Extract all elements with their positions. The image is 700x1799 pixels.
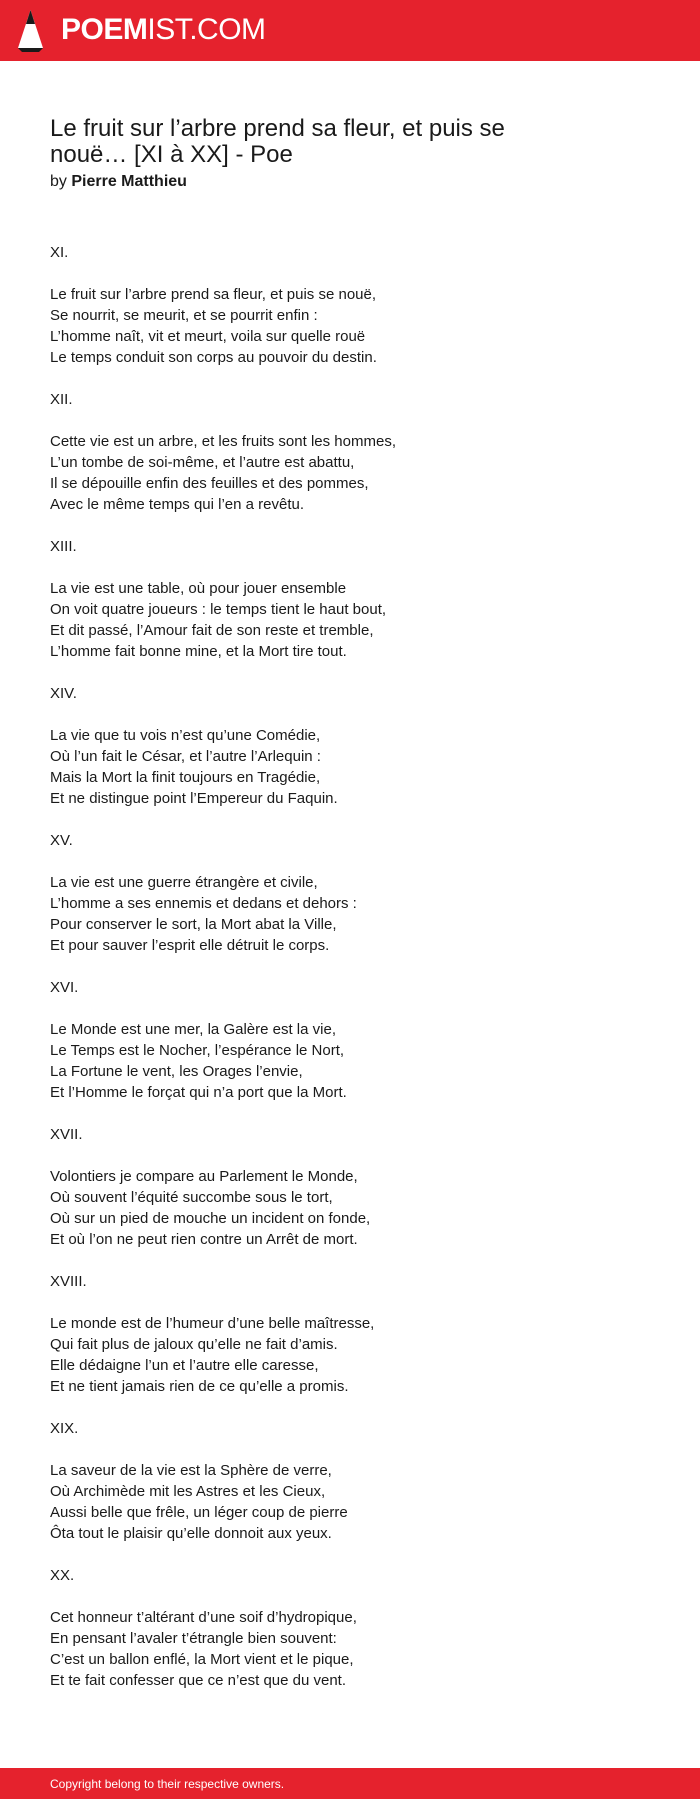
poem-line: Où l’un fait le César, et l’autre l’Arlequin : xyxy=(50,748,321,765)
stanza-numeral: XVI. xyxy=(50,979,79,996)
stanza xyxy=(50,1460,650,1544)
poem-title-line-1: Le fruit sur l’arbre prend sa fleur, et puis se xyxy=(50,115,505,142)
poem-line: Le monde est de l’humeur d’une belle maîtresse, xyxy=(50,1315,375,1332)
poem-line: L’un tombe de soi-même, et l’autre est abattu, xyxy=(50,454,355,471)
poem-line: Et l’Homme le forçat qui n’a port que la Mort. xyxy=(50,1084,347,1101)
stanza-numeral: XI. xyxy=(50,244,69,261)
stanza-numeral: XIX. xyxy=(50,1420,79,1437)
poem-line: Il se dépouille enfin des feuilles et des pommes, xyxy=(50,475,369,492)
poem-line: L’homme a ses ennemis et dedans et dehors : xyxy=(50,895,357,912)
poem-line: L’homme fait bonne mine, et la Mort tire tout. xyxy=(50,643,347,660)
poem-line: Et ne tient jamais rien de ce qu’elle a promis. xyxy=(50,1378,349,1395)
byline xyxy=(50,172,650,192)
poem-line: Et où l’on ne peut rien contre un Arrêt de mort. xyxy=(50,1231,358,1248)
poem-line: La saveur de la vie est la Sphère de verre, xyxy=(50,1462,332,1479)
poem-line: Le fruit sur l’arbre prend sa fleur, et puis se nouë, xyxy=(50,286,377,303)
poem-line: Aussi belle que frêle, un léger coup de pierre xyxy=(50,1504,348,1521)
logo-text-bold: POEM xyxy=(61,13,148,46)
stanza-numeral: XX. xyxy=(50,1567,75,1584)
stanza-numeral: XVIII. xyxy=(50,1273,87,1290)
pencil-logo-icon[interactable] xyxy=(18,10,43,52)
poem-body xyxy=(50,242,650,1691)
stanza-numeral: XV. xyxy=(50,832,73,849)
poem-line: Où souvent l’équité succombe sous le tort, xyxy=(50,1189,333,1206)
poem-line: La vie que tu vois n’est qu’une Comédie, xyxy=(50,727,321,744)
by-label: by xyxy=(50,173,67,190)
poem-line: Se nourrit, se meurit, et se pourrit enfin : xyxy=(50,307,318,324)
poem-title-line-2: nouë… [XI à XX] - Poe xyxy=(50,141,293,168)
poem-line: Et pour sauver l’esprit elle détruit le corps. xyxy=(50,937,330,954)
stanza xyxy=(50,1607,650,1691)
poem-title xyxy=(50,116,650,168)
stanza-numeral: XIII. xyxy=(50,538,77,555)
poem-line: Ôta tout le plaisir qu’elle donnoit aux yeux. xyxy=(50,1525,332,1542)
poem-line: Le Temps est le Nocher, l’espérance le Nort, xyxy=(50,1042,345,1059)
site-logo-link[interactable] xyxy=(61,13,266,47)
stanza xyxy=(50,284,650,368)
poem-line: Et ne distingue point l’Empereur du Faquin. xyxy=(50,790,338,807)
stanza xyxy=(50,1313,650,1397)
poem-line: L’homme naît, vit et meurt, voila sur quelle rouë xyxy=(50,328,366,345)
poem-line: Où sur un pied de mouche un incident on fonde, xyxy=(50,1210,371,1227)
logo-text-light: IST.COM xyxy=(147,13,266,46)
stanza xyxy=(50,1019,650,1103)
poem-line: On voit quatre joueurs : le temps tient le haut bout, xyxy=(50,601,387,618)
poem-line: Qui fait plus de jaloux qu’elle ne fait d’amis. xyxy=(50,1336,338,1353)
poem-line: Le temps conduit son corps au pouvoir du destin. xyxy=(50,349,377,366)
site-footer xyxy=(0,1768,700,1799)
poem-line: Elle dédaigne l’un et l’autre elle caresse, xyxy=(50,1357,319,1374)
stanza xyxy=(50,872,650,956)
poem-line: En pensant l’avaler t’étrangle bien souvent: xyxy=(50,1630,337,1647)
poem-line: C’est un ballon enflé, la Mort vient et le pique, xyxy=(50,1651,354,1668)
poem-line: Cet honneur t’altérant d’une soif d’hydropique, xyxy=(50,1609,357,1626)
poem-line: La Fortune le vent, les Orages l’envie, xyxy=(50,1063,303,1080)
author-name[interactable]: Pierre Matthieu xyxy=(71,173,187,190)
poem-line: Où Archimède mit les Astres et les Cieux, xyxy=(50,1483,326,1500)
poem-line: Avec le même temps qui l’en a revêtu. xyxy=(50,496,305,513)
stanza-numeral: XVII. xyxy=(50,1126,83,1143)
stanza xyxy=(50,431,650,515)
stanza xyxy=(50,578,650,662)
poem-line: Le Monde est une mer, la Galère est la vie, xyxy=(50,1021,336,1038)
poem-line: Cette vie est un arbre, et les fruits sont les hommes, xyxy=(50,433,396,450)
stanza-numeral: XII. xyxy=(50,391,73,408)
poem-line: La vie est une guerre étrangère et civile, xyxy=(50,874,318,891)
stanza-numeral: XIV. xyxy=(50,685,77,702)
stanza xyxy=(50,725,650,809)
poem-line: Et dit passé, l’Amour fait de son reste et tremble, xyxy=(50,622,374,639)
poem-line: Mais la Mort la finit toujours en Tragédie, xyxy=(50,769,321,786)
poem-container xyxy=(50,116,650,1712)
poem-line: Pour conserver le sort, la Mort abat la Ville, xyxy=(50,916,337,933)
poem-line: La vie est une table, où pour jouer ensemble xyxy=(50,580,347,597)
poem-line: Et te fait confesser que ce n’est que du vent. xyxy=(50,1672,347,1689)
copyright-text: Copyright belong to their respective owners. xyxy=(50,1777,285,1791)
site-header xyxy=(0,0,700,61)
poem-line: Volontiers je compare au Parlement le Monde, xyxy=(50,1168,358,1185)
stanza xyxy=(50,1166,650,1250)
